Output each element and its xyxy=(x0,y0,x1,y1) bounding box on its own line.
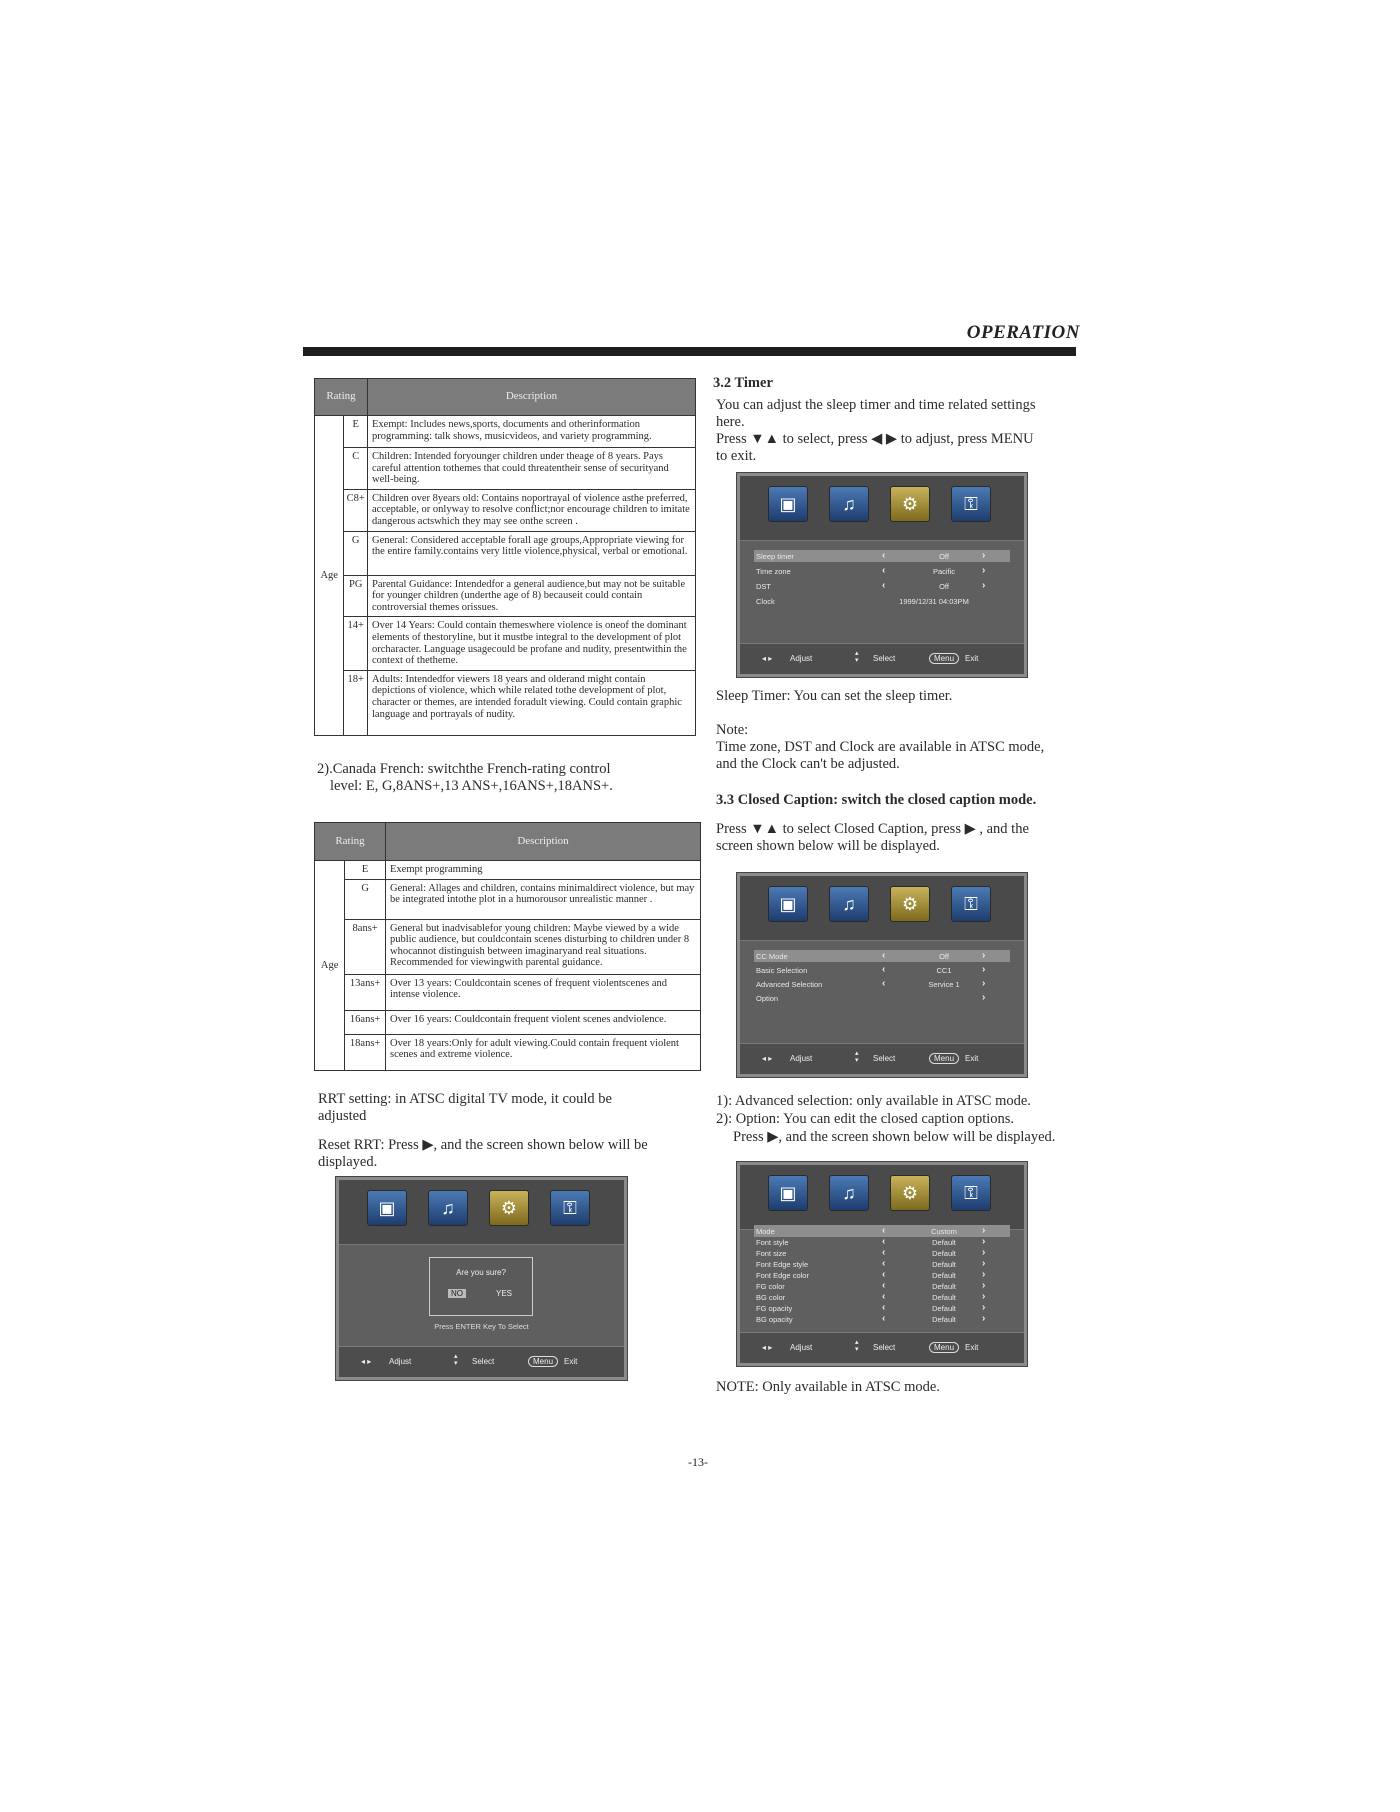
rating-description: Adults: Intendedfor viewers 18 years and olderand might contain depictions of violence, which while related tothe development of plot, character or themes, are intended foradult viewing. Could contain graphic language and portrayals of nudity. xyxy=(368,670,696,735)
menu-icon-bar xyxy=(339,1180,624,1245)
chevron-left-icon[interactable]: ‹ xyxy=(882,1269,886,1280)
menu-icon-bar xyxy=(740,1165,1024,1230)
rating-code: G xyxy=(345,879,386,919)
chevron-left-icon[interactable]: ‹ xyxy=(882,1247,886,1258)
age-label: Age xyxy=(315,861,345,1071)
menu-row-label: Option xyxy=(756,994,779,1003)
reset-rrt-line1: Reset RRT: Press ▶, and the screen shown below will be xyxy=(318,1137,648,1153)
chevron-left-icon[interactable]: ‹ xyxy=(882,1236,886,1247)
rating-row xyxy=(315,448,696,490)
up-down-arrows-icon: ▴ ▾ xyxy=(855,1339,859,1353)
menu-footer xyxy=(339,1346,624,1377)
menu-row-value: Default xyxy=(932,1238,956,1247)
note-label: Note: xyxy=(716,722,749,738)
rating-row xyxy=(315,879,701,919)
rating-description: Exempt: Includes news,sports, documents and otherinformation programming: talk shows, musicvideos, and variety programming. xyxy=(368,416,696,448)
up-down-arrows-icon: ▴ ▾ xyxy=(855,650,859,664)
chevron-right-icon[interactable]: › xyxy=(982,1313,986,1324)
menu-row-label: FG color xyxy=(756,1282,785,1291)
menu-row-value: Off xyxy=(939,582,949,591)
setup-gear-icon[interactable]: ⚙ xyxy=(489,1190,529,1226)
menu-row[interactable] xyxy=(754,1313,1010,1325)
menu-footer xyxy=(740,1332,1024,1363)
menu-row-label: Time zone xyxy=(756,567,791,576)
menu-row-value: Default xyxy=(932,1315,956,1324)
cc-heading: 3.3 Closed Caption: switch the closed caption mode. xyxy=(716,792,1037,808)
rating-description: Children: Intended foryounger children under theage of 8 years. Pays careful attention tothemes that could threatentheir sense of securityand well-being. xyxy=(368,448,696,490)
adjust-label: Adjust xyxy=(790,654,813,663)
rating-code: PG xyxy=(344,575,368,617)
menu-row-value: Default xyxy=(932,1293,956,1302)
menu-row-value: Default xyxy=(932,1282,956,1291)
cc-p2: screen shown below will be displayed. xyxy=(716,838,940,854)
no-button[interactable]: NO xyxy=(448,1289,466,1298)
chevron-right-icon[interactable]: › xyxy=(982,950,986,961)
menu-row[interactable] xyxy=(754,550,1010,562)
chevron-right-icon[interactable]: › xyxy=(982,580,986,591)
rating-code: C8+ xyxy=(344,489,368,531)
rating-code: 14+ xyxy=(344,617,368,670)
reset-rrt-line2: displayed. xyxy=(318,1154,378,1170)
canada-french-line2: level: E, G,8ANS+,13 ANS+,16ANS+,18ANS+. xyxy=(330,778,613,794)
menu-row[interactable] xyxy=(754,950,1010,962)
chevron-right-icon[interactable]: › xyxy=(982,978,986,989)
exit-label: Exit xyxy=(965,1343,979,1352)
chevron-right-icon[interactable]: › xyxy=(982,1280,986,1291)
chevron-left-icon[interactable]: ‹ xyxy=(882,950,886,961)
chevron-left-icon[interactable]: ‹ xyxy=(882,550,886,561)
up-down-arrows-icon: ▴ ▾ xyxy=(454,1353,458,1367)
left-right-arrows-icon: ◂ ▸ xyxy=(361,1357,372,1366)
chevron-right-icon[interactable]: › xyxy=(982,1302,986,1313)
rating-code: 8ans+ xyxy=(345,919,386,974)
rating-code: 18ans+ xyxy=(345,1034,386,1070)
rating-code: 16ans+ xyxy=(345,1010,386,1034)
picture-icon[interactable]: ▣ xyxy=(768,1175,808,1211)
chevron-left-icon[interactable]: ‹ xyxy=(882,565,886,576)
menu-row[interactable] xyxy=(754,978,1010,990)
menu-row-value: Service 1 xyxy=(928,980,960,989)
menu-row-label: Sleep timer xyxy=(756,552,794,561)
menu-icon-bar xyxy=(740,876,1024,941)
menu-row-value: Off xyxy=(939,952,949,961)
menu-row-label: Basic Selection xyxy=(756,966,808,975)
picture-icon[interactable]: ▣ xyxy=(367,1190,407,1226)
menu-footer xyxy=(740,1043,1024,1074)
lock-icon[interactable]: ⚿ xyxy=(951,486,991,522)
rating-row xyxy=(315,1034,701,1070)
menu-row[interactable] xyxy=(754,992,1010,1004)
menu-row[interactable] xyxy=(754,595,1010,607)
advanced-selection-note: 1): Advanced selection: only available in ATSC mode. xyxy=(716,1093,1031,1109)
lock-icon[interactable]: ⚿ xyxy=(951,1175,991,1211)
reset-rrt-screen xyxy=(336,1177,627,1380)
exit-label: Exit xyxy=(965,654,979,663)
cc-option-screen xyxy=(737,1162,1027,1366)
description-header: Description xyxy=(368,379,696,416)
adjust-label: Adjust xyxy=(389,1357,412,1366)
note-line1: Time zone, DST and Clock are available in ATSC mode, xyxy=(716,739,1045,755)
setup-gear-icon[interactable]: ⚙ xyxy=(890,886,930,922)
chevron-right-icon[interactable]: › xyxy=(982,992,986,1003)
menu-row-label: DST xyxy=(756,582,771,591)
menu-row-value: Off xyxy=(939,552,949,561)
rating-description: General: Considered acceptable forall age groups,Appropriate viewing for the entire family.contains very little violence,physical, verbal or emotional. xyxy=(368,531,696,575)
timer-p3: Press ▼▲ to select, press ◀ ▶ to adjust, press MENU xyxy=(716,431,1034,447)
timer-screen xyxy=(737,473,1027,677)
menu-row-label: Font Edge color xyxy=(756,1271,809,1280)
setup-gear-icon[interactable]: ⚙ xyxy=(890,1175,930,1211)
rating-description: Over 13 years: Couldcontain scenes of frequent violentscenes and intense violence. xyxy=(386,974,701,1010)
menu-row-value: Pacific xyxy=(932,567,956,576)
rating-description: Over 14 Years: Could contain themeswhere violence is oneof the dominant elements of thestoryline, but it mustbe integral to the development of plot orcharacter. Language usagecould be profane and nudity, presentwithin the context of thetheme. xyxy=(368,617,696,670)
adjust-label: Adjust xyxy=(790,1054,813,1063)
menu-footer xyxy=(740,643,1024,674)
timer-p2: here. xyxy=(716,414,745,430)
left-right-arrows-icon: ◂ ▸ xyxy=(762,1054,773,1063)
canada-french-line1: 2).Canada French: switchthe French-rating control xyxy=(317,761,611,777)
chevron-right-icon[interactable]: › xyxy=(982,1258,986,1269)
chevron-right-icon[interactable]: › xyxy=(982,1247,986,1258)
chevron-right-icon[interactable]: › xyxy=(982,550,986,561)
select-label: Select xyxy=(472,1357,495,1366)
chevron-right-icon[interactable]: › xyxy=(982,1291,986,1302)
confirm-question: Are you sure? xyxy=(456,1268,506,1277)
description-header-2: Description xyxy=(386,823,701,861)
chevron-left-icon[interactable]: ‹ xyxy=(882,1291,886,1302)
menu-row[interactable] xyxy=(754,964,1010,976)
menu-row[interactable] xyxy=(754,580,1010,592)
option-note: 2): Option: You can edit the closed caption options. xyxy=(716,1111,1015,1127)
menu-row-label: CC Mode xyxy=(756,952,788,961)
sound-icon[interactable]: ♫ xyxy=(829,486,869,522)
rating-code: E xyxy=(344,416,368,448)
chevron-left-icon[interactable]: ‹ xyxy=(882,580,886,591)
chevron-right-icon[interactable]: › xyxy=(982,1225,986,1236)
menu-row-label: Mode xyxy=(756,1227,775,1236)
menu-row-label: Font size xyxy=(756,1249,787,1258)
menu-row-value: Default xyxy=(932,1271,956,1280)
chevron-left-icon[interactable]: ‹ xyxy=(882,1258,886,1269)
confirm-dialog xyxy=(429,1257,533,1316)
sound-icon[interactable]: ♫ xyxy=(829,886,869,922)
chevron-right-icon[interactable]: › xyxy=(982,565,986,576)
rating-row xyxy=(315,416,696,448)
lock-icon[interactable]: ⚿ xyxy=(550,1190,590,1226)
page-number: -13- xyxy=(688,1455,708,1469)
yes-button[interactable]: YES xyxy=(496,1289,513,1298)
note-line2: and the Clock can't be adjusted. xyxy=(716,756,900,772)
select-label: Select xyxy=(873,1343,896,1352)
picture-icon[interactable]: ▣ xyxy=(768,486,808,522)
menu-row-label: Advanced Selection xyxy=(756,980,823,989)
rating-description: Exempt programming xyxy=(386,861,701,880)
timer-p4: to exit. xyxy=(716,448,757,464)
menu-key: Menu xyxy=(528,1356,558,1367)
chevron-left-icon[interactable]: ‹ xyxy=(882,978,886,989)
rating-code: 18+ xyxy=(344,670,368,735)
menu-row-value: CC1 xyxy=(936,966,952,975)
chevron-right-icon[interactable]: › xyxy=(982,964,986,975)
us-rating-table xyxy=(314,378,696,736)
exit-label: Exit xyxy=(564,1357,578,1366)
menu-key: Menu xyxy=(929,1342,959,1353)
menu-row-label: BG color xyxy=(756,1293,786,1302)
rrt-line1: RRT setting: in ATSC digital TV mode, it could be xyxy=(318,1091,612,1107)
age-label: Age xyxy=(315,416,344,736)
menu-row-label: BG opacity xyxy=(756,1315,793,1324)
picture-icon[interactable]: ▣ xyxy=(768,886,808,922)
sound-icon[interactable]: ♫ xyxy=(428,1190,468,1226)
lock-icon[interactable]: ⚿ xyxy=(951,886,991,922)
section-title: OPERATION xyxy=(966,322,1080,343)
rating-code: E xyxy=(345,861,386,880)
chevron-left-icon[interactable]: ‹ xyxy=(882,964,886,975)
rating-code: 13ans+ xyxy=(345,974,386,1010)
rating-description: Children over 8years old: Contains noportrayal of violence asthe preferred, acceptable, or onlyway to resolve conflict;nor encourage children to imitate dangerous actswhich they may see onthe screen . xyxy=(368,489,696,531)
rating-description: Over 18 years:Only for adult viewing.Could contain frequent violent scenes and extreme violence. xyxy=(386,1034,701,1070)
menu-row-value: Custom xyxy=(931,1227,957,1236)
rating-row xyxy=(315,670,696,735)
timer-heading: 3.2 Timer xyxy=(713,375,773,391)
chevron-left-icon[interactable]: ‹ xyxy=(882,1280,886,1291)
rating-code: G xyxy=(344,531,368,575)
rating-row xyxy=(315,919,701,974)
sound-icon[interactable]: ♫ xyxy=(829,1175,869,1211)
rating-row xyxy=(315,575,696,617)
rating-row xyxy=(315,617,696,670)
closed-caption-screen xyxy=(737,873,1027,1077)
rating-row xyxy=(315,1010,701,1034)
left-right-arrows-icon: ◂ ▸ xyxy=(762,654,773,663)
rating-header-2: Rating xyxy=(315,823,386,861)
atsc-only-note: NOTE: Only available in ATSC mode. xyxy=(716,1379,940,1395)
option-note-2: Press ▶, and the screen shown below will be displayed. xyxy=(733,1129,1056,1145)
rating-description: Parental Guidance: Intendedfor a general audience,but may not be suitable for younger children (underthe age of 8) becauseit could contain controversial themes orissues. xyxy=(368,575,696,617)
canada-french-rating-table xyxy=(314,822,701,1071)
menu-row-label: FG opacity xyxy=(756,1304,793,1313)
select-label: Select xyxy=(873,654,896,663)
chevron-left-icon[interactable]: ‹ xyxy=(882,1302,886,1313)
setup-gear-icon[interactable]: ⚙ xyxy=(890,486,930,522)
menu-icon-bar xyxy=(740,476,1024,541)
chevron-right-icon[interactable]: › xyxy=(982,1236,986,1247)
menu-row-value: 1999/12/31 04:03PM xyxy=(899,597,969,606)
chevron-left-icon[interactable]: ‹ xyxy=(882,1225,886,1236)
rating-description: General but inadvisablefor young children: Maybe viewed by a wide public audience, but couldcontain scenes disturbing to children under 8 whocannot distinguish between imaginaryand real situations. Recommended for viewingwith parental guidance. xyxy=(386,919,701,974)
cc-p1: Press ▼▲ to select Closed Caption, press ▶ , and the xyxy=(716,821,1029,837)
enter-hint: Press ENTER Key To Select xyxy=(434,1322,529,1331)
rating-description: Over 16 years: Couldcontain frequent violent scenes andviolence. xyxy=(386,1010,701,1034)
menu-row-label: Font style xyxy=(756,1238,789,1247)
select-label: Select xyxy=(873,1054,896,1063)
menu-row-label: Clock xyxy=(756,597,775,606)
rating-row xyxy=(315,489,696,531)
rating-row xyxy=(315,974,701,1010)
timer-p1: You can adjust the sleep timer and time related settings xyxy=(716,397,1036,413)
menu-row-value: Default xyxy=(932,1249,956,1258)
menu-row-label: Font Edge style xyxy=(756,1260,809,1269)
sleep-timer-note: Sleep Timer: You can set the sleep timer. xyxy=(716,688,953,704)
menu-row-value: Default xyxy=(932,1304,956,1313)
adjust-label: Adjust xyxy=(790,1343,813,1352)
rating-row xyxy=(315,861,701,880)
rating-header: Rating xyxy=(315,379,368,416)
rating-code: C xyxy=(344,448,368,490)
chevron-left-icon[interactable]: ‹ xyxy=(882,1313,886,1324)
menu-row[interactable] xyxy=(754,565,1010,577)
chevron-right-icon[interactable]: › xyxy=(982,1269,986,1280)
rrt-line2: adjusted xyxy=(318,1108,367,1124)
left-right-arrows-icon: ◂ ▸ xyxy=(762,1343,773,1352)
rating-row xyxy=(315,531,696,575)
menu-key: Menu xyxy=(929,1053,959,1064)
header-rule xyxy=(303,347,1076,356)
rating-description: General: Allages and children, contains minimaldirect violence, but may be integrated intothe plot in a humorousor unrealistic manner . xyxy=(386,879,701,919)
menu-row-value: Default xyxy=(932,1260,956,1269)
up-down-arrows-icon: ▴ ▾ xyxy=(855,1050,859,1064)
exit-label: Exit xyxy=(965,1054,979,1063)
menu-key: Menu xyxy=(929,653,959,664)
